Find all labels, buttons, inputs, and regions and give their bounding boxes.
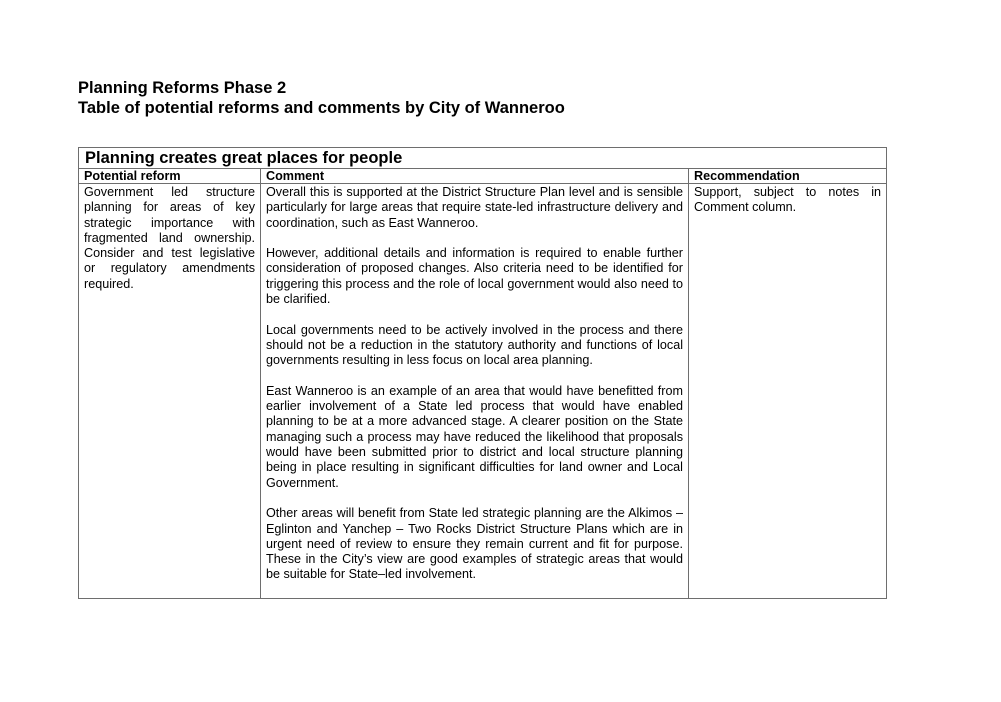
title-line-1: Planning Reforms Phase 2 [78, 79, 287, 97]
document-title [78, 78, 565, 118]
comment-paragraph: Local governments need to be actively involved in the process and there should not be a reduction in the statutory authority and functions of local governments resulting in less focus on local area planning. [266, 322, 683, 368]
column-header-recommendation: Recommendation [689, 169, 887, 184]
comment-paragraph: However, additional details and information is required to enable further consideration of proposed changes. Also criteria need to be identified for triggering this process and the role of local government would also need to be clarified. [266, 246, 683, 307]
potential-reform-cell: Government led structure planning for areas of key strategic importance with fragmented land ownership. Consider and test legislative or regulatory amendments required. [79, 184, 261, 599]
comment-cell [261, 184, 689, 599]
comment-paragraph: Overall this is supported at the District Structure Plan level and is sensible particularly for large areas that require state-led infrastructure delivery and coordination, such as East Wanneroo. [266, 185, 683, 230]
title-line-2: Table of potential reforms and comments by City of Wanneroo [78, 99, 565, 117]
column-header-row [79, 169, 887, 184]
column-header-comment: Comment [261, 169, 689, 184]
reforms-table [78, 147, 887, 599]
comment-paragraph: East Wanneroo is an example of an area that would have benefitted from earlier involvement of a State led process that would have enabled planning to be at a more advanced stage. A clearer position on the State managing such a process may have reduced the likelihood that proposals would have been submitted prior to district and local structure planning being in place resulting in significant difficulties for land owner and Local Government. [266, 383, 683, 490]
column-header-potential-reform: Potential reform [79, 169, 261, 184]
comment-paragraph: Other areas will benefit from State led strategic planning are the Alkimos – Eglinton and Yanchep – Two Rocks District Structure Plans which are in urgent need of review to ensure they remain current and fit for purpose. These in the City’s view are good examples of strategic areas that would be suitable for State–led involvement. [266, 506, 683, 582]
section-heading: Planning creates great places for people [79, 148, 887, 169]
section-heading-row [79, 148, 887, 169]
recommendation-cell: Support, subject to notes in Comment column. [689, 184, 887, 599]
table-row [79, 184, 887, 599]
